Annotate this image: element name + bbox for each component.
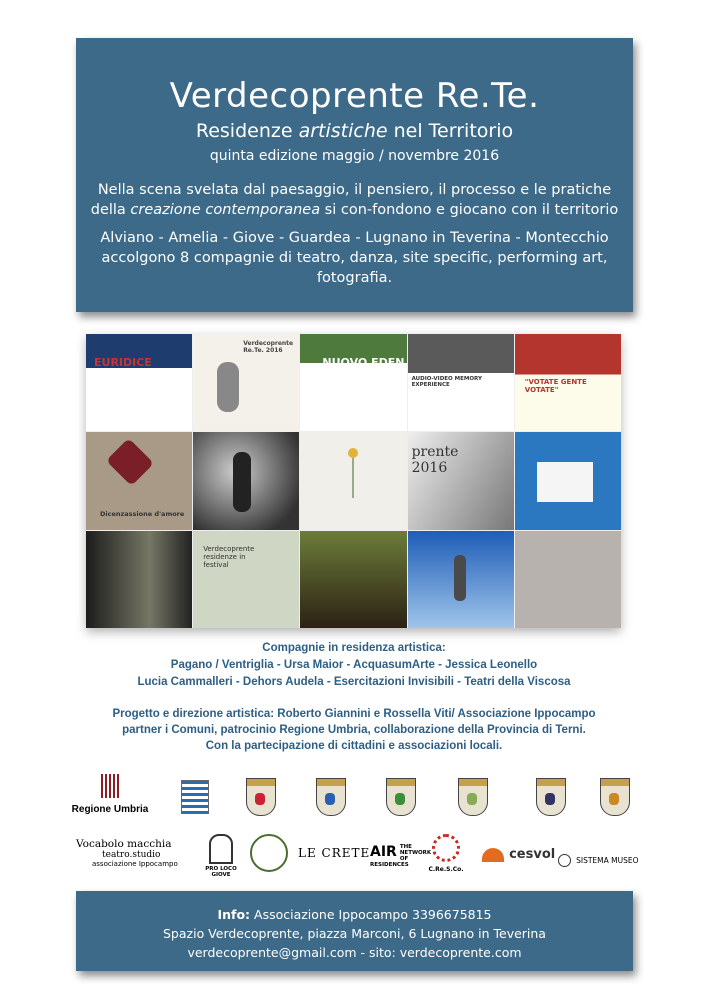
le-crete-logo: LE CRETE [298,846,371,860]
collage-tile: NUOVO EDEN [300,334,406,431]
crest-icon [536,778,566,816]
crest-icon [600,778,630,816]
collage-tile: AUDIO-VIDEO MEMORY EXPERIENCE [408,334,514,431]
crest-icon [246,778,276,816]
collage-tile [515,531,621,628]
crest-icon [458,778,488,816]
companies-section: Compagnie in residenza artistica: Pagano / Ventriglia - Ursa Maior - AcquasumArte - Jessica Leonello Lucia Cammalleri - Dehors Audela - Esercitazioni Invisibili - Teatri della Viscosa [0,640,708,691]
cesvol-logo: cesvol [482,844,555,863]
crest-icon [316,778,346,816]
regione-umbria-logo: Regione Umbria [70,774,150,815]
collage-tile: Verdecoprente residenze in festival [193,531,299,628]
contacts-line: verdecoprente@gmail.com - sito: verdecoprente.com [187,945,522,960]
collage-tile [86,531,192,628]
photo-collage [86,334,621,628]
collage-tile [515,432,621,529]
lago-logo [250,834,288,872]
vocabolo-macchia-logo: Vocabolo macchia teatro.studio associazione Ippocampo [76,838,178,868]
project-credits: Progetto e direzione artistica: Roberto Giannini e Rossella Viti/ Associazione Ippocampo partner i Comuni, patrocinio Regione Umbria, collaborazione della Provincia di Terni. Con la partecipazione di cittadini e associazioni locali. [112,708,596,752]
collage-tile: prente 2016 [408,432,514,529]
companies-heading: Compagnie in residenza artistica: [262,642,446,654]
collage-tile: EURIDICE [86,334,192,431]
sistema-museo-logo: SISTEMA MUSEO [558,850,639,869]
edition-text: quinta edizione maggio / novembre 2016 [209,148,500,164]
collage-tile [300,531,406,628]
footer-panel [76,891,633,971]
page-title: Verdecoprente Re.Te. [169,76,540,116]
collage-tile [408,531,514,628]
collage-tile [193,432,299,529]
province-logo [180,780,210,814]
pro-loco-giove-logo: PRO LOCO GIOVE [196,834,246,878]
collage-tile: Dicenzassione d'amore [86,432,192,529]
info-line: Info: Associazione Ippocampo 3396675815 [217,907,492,922]
collage-tile: Verdecoprente Re.Te. 2016 [193,334,299,431]
air-network-logo: AIR THE NETWORK OF RESIDENCES [370,844,432,868]
cresco-logo: C.Re.S.Co. [426,834,466,873]
subtitle: Residenze artistiche nel Territorio [195,120,514,142]
collage-tile [300,432,406,529]
places-text: Alviano - Amelia - Giove - Guardea - Lugnano in Teverina - Montecchio accolgono 8 compagnie di teatro, danza, site specific, performing art, fotografia. [100,230,609,286]
header-panel [76,38,633,312]
crest-icon [386,778,416,816]
description: Nella scena svelata dal paesaggio, il pensiero, il processo e le pratiche della creazione contemporanea si con-fondono e giocano con il territorio [90,182,619,218]
logos-row-bottom [70,832,640,880]
address-line: Spazio Verdecoprente, piazza Marconi, 6 Lugnano in Teverina [163,926,546,941]
logos-row-top [70,774,640,822]
collage-tile: "VOTATE GENTE VOTATE" [515,334,621,431]
